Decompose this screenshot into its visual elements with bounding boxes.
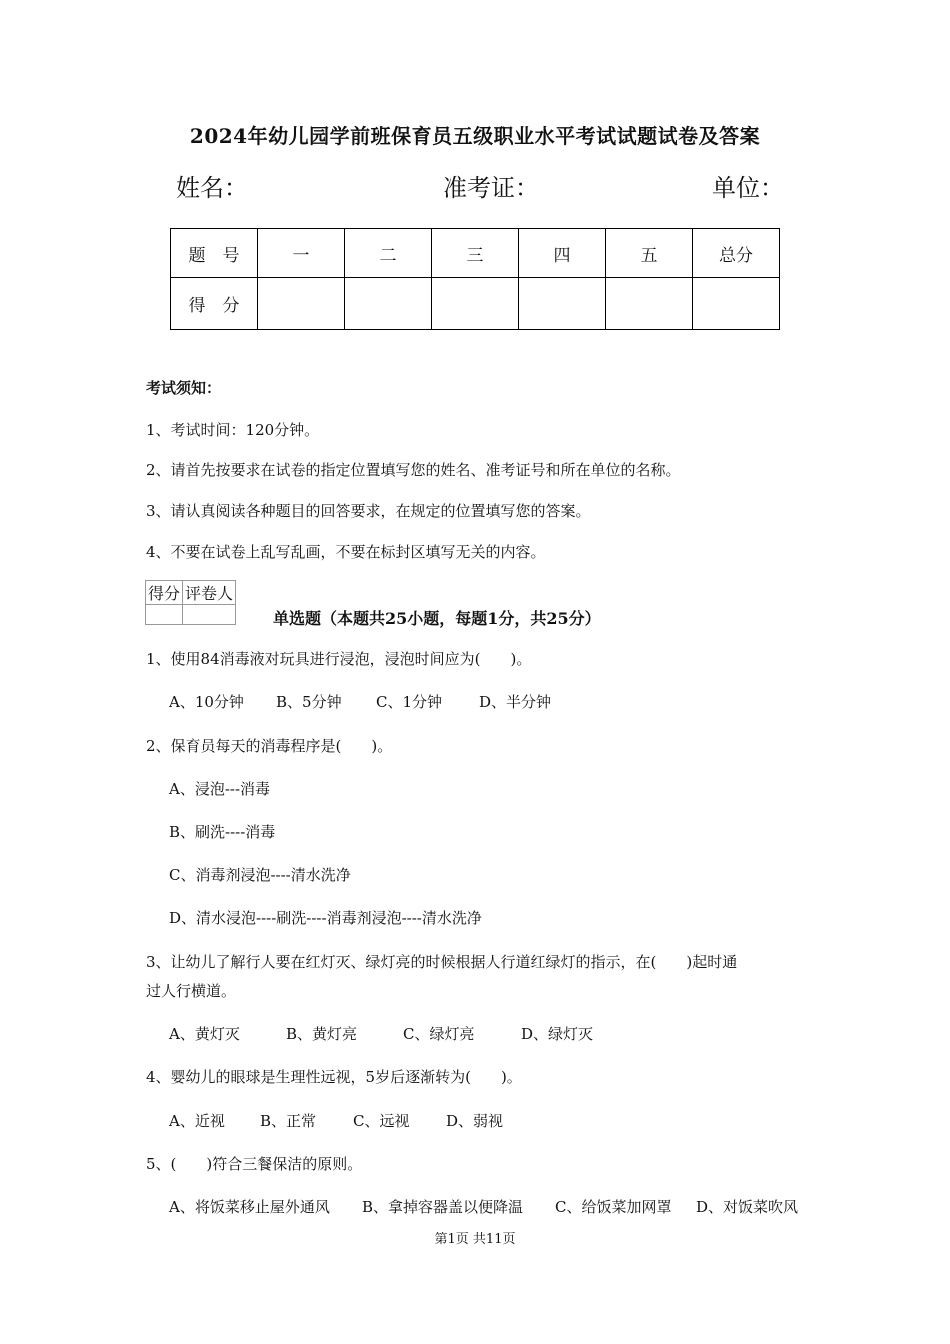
question-1-option-c: C、1分钟: [376, 693, 443, 711]
score-table-col-2: 二: [345, 229, 432, 278]
notice-item: 1、考试时间：120分钟。: [146, 421, 320, 439]
score-table-row-label: 得 分: [171, 278, 258, 330]
score-cell: [345, 278, 432, 330]
question-2-option-c: C、消毒剂浸泡----清水洗净: [169, 866, 351, 884]
question-4-stem: 4、婴幼儿的眼球是生理性远视，5岁后逐渐转为( )。: [146, 1068, 522, 1086]
grader-box: [145, 580, 236, 625]
question-4-option-c: C、远视: [353, 1112, 410, 1130]
question-5-option-c: C、给饭菜加网罩: [555, 1198, 672, 1216]
score-table-col-4: 四: [519, 229, 606, 278]
question-1-stem: 1、使用84消毒液对玩具进行浸泡，浸泡时间应为( )。: [146, 650, 532, 668]
score-table-col-5: 五: [606, 229, 693, 278]
question-2-option-a: A、浸泡---消毒: [169, 780, 271, 798]
document-title: 2024年幼儿园学前班保育员五级职业水平考试试题试卷及答案: [189, 124, 761, 148]
grader-reviewer-label: 评卷人: [183, 581, 236, 605]
question-2-option-b: B、刷洗----消毒: [169, 823, 276, 841]
notice-heading: 考试须知：: [146, 379, 222, 397]
exam-id-label: 准考证：: [443, 174, 539, 202]
score-cell: [258, 278, 345, 330]
question-1-option-a: A、10分钟: [169, 693, 244, 711]
question-5-option-d: D、对饭菜吹风: [696, 1198, 799, 1216]
notice-item: 4、不要在试卷上乱写乱画，不要在标封区填写无关的内容。: [146, 543, 546, 561]
question-3-stem-line-2: 过人行横道。: [146, 982, 237, 1000]
grader-reviewer-cell: [183, 605, 236, 625]
question-1-option-d: D、半分钟: [479, 693, 552, 711]
question-5-option-b: B、拿掉容器盖以便降温: [362, 1198, 524, 1216]
score-cell: [432, 278, 519, 330]
unit-label: 单位：: [712, 174, 784, 202]
score-table: [170, 228, 780, 330]
question-4-option-a: A、近视: [169, 1112, 225, 1130]
score-table-col-total: 总分: [693, 229, 780, 278]
question-4-option-b: B、正常: [260, 1112, 317, 1130]
question-3-stem-line-1: 3、让幼儿了解行人要在红灯灭、绿灯亮的时候根据人行道红绿灯的指示，在( )起时通: [146, 953, 738, 971]
notice-item: 2、请首先按要求在试卷的指定位置填写您的姓名、准考证号和所在单位的名称。: [146, 461, 681, 479]
score-table-header-label: 题 号: [171, 229, 258, 278]
question-5-option-a: A、将饭菜移止屋外通风: [169, 1198, 330, 1216]
score-table-col-1: 一: [258, 229, 345, 278]
score-table-col-3: 三: [432, 229, 519, 278]
grader-score-label: 得分: [146, 581, 183, 605]
question-2-option-d: D、清水浸泡----刷洗----消毒剂浸泡----清水洗净: [169, 909, 482, 927]
name-label: 姓名：: [176, 174, 248, 202]
page-footer: 第1页 共11页: [434, 1232, 516, 1247]
question-2-stem: 2、保育员每天的消毒程序是( )。: [146, 737, 393, 755]
question-3-option-c: C、绿灯亮: [403, 1025, 475, 1043]
question-3-option-d: D、绿灯灭: [521, 1025, 594, 1043]
notice-item: 3、请认真阅读各种题目的回答要求，在规定的位置填写您的答案。: [146, 502, 591, 520]
score-cell: [693, 278, 780, 330]
grader-score-cell: [146, 605, 183, 625]
question-3-option-b: B、黄灯亮: [286, 1025, 358, 1043]
question-5-stem: 5、( )符合三餐保洁的原则。: [146, 1155, 363, 1173]
section-title: 单选题（本题共25小题，每题1分，共25分）: [273, 609, 601, 628]
question-3-option-a: A、黄灯灭: [169, 1025, 240, 1043]
question-4-option-d: D、弱视: [446, 1112, 504, 1130]
score-cell: [519, 278, 606, 330]
score-cell: [606, 278, 693, 330]
question-1-option-b: B、5分钟: [276, 693, 342, 711]
